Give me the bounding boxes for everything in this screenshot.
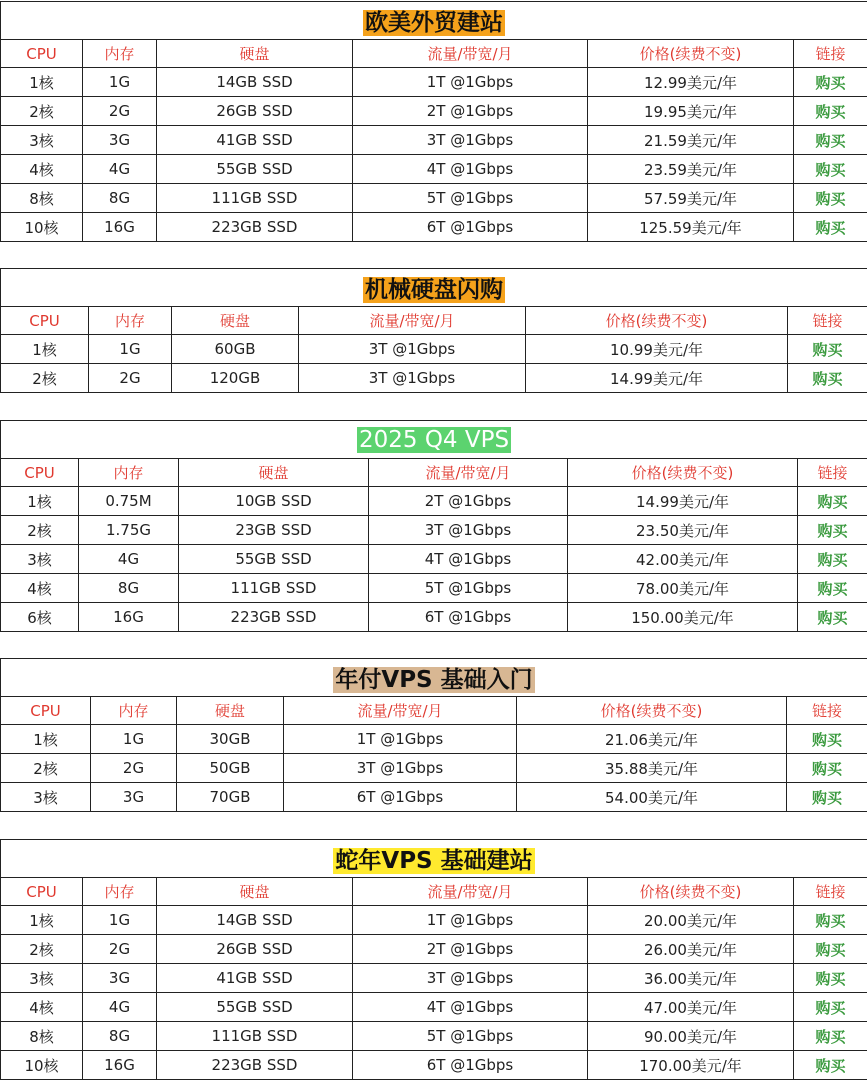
cell-traffic: 4T @1Gbps [353,155,588,184]
header-price: 价格(续费不变) [517,697,787,725]
cell-cpu: 4核 [1,574,79,603]
section-5 [0,839,867,1080]
table-row [1,754,867,783]
plan-table [0,420,867,632]
cell-memory: 8G [79,574,179,603]
cell-memory: 2G [83,97,157,126]
cell-price: 21.59美元/年 [588,126,794,155]
buy-link[interactable]: 购买 [816,999,846,1017]
buy-link[interactable]: 购买 [812,789,842,807]
table-row [1,97,867,126]
cell-cpu: 2核 [1,516,79,545]
header-traffic: 流量/带宽/月 [369,459,568,487]
buy-link[interactable]: 购买 [818,493,848,511]
cell-traffic: 1T @1Gbps [353,906,588,935]
header-traffic: 流量/带宽/月 [353,40,588,68]
cell-price: 36.00美元/年 [588,964,794,993]
header-row [1,459,867,487]
cell-memory: 4G [83,993,157,1022]
cell-disk: 111GB SSD [157,184,353,213]
cell-cpu: 1核 [1,487,79,516]
header-memory: 内存 [89,307,172,335]
header-disk: 硬盘 [157,40,353,68]
cell-memory: 0.75M [79,487,179,516]
cell-traffic: 4T @1Gbps [353,993,588,1022]
buy-link[interactable]: 购买 [816,74,846,92]
table-row [1,545,867,574]
cell-disk: 41GB SSD [157,126,353,155]
cell-price: 23.50美元/年 [568,516,798,545]
cell-traffic: 2T @1Gbps [353,97,588,126]
cell-disk: 30GB [177,725,284,754]
buy-link[interactable]: 购买 [816,1028,846,1046]
table-row [1,574,867,603]
cell-memory: 2G [91,754,177,783]
table-row [1,155,867,184]
table-row [1,68,867,97]
cell-price: 14.99美元/年 [526,364,788,393]
cell-traffic: 2T @1Gbps [353,935,588,964]
table-row [1,1022,867,1051]
cell-price: 26.00美元/年 [588,935,794,964]
table-row [1,213,867,242]
header-disk: 硬盘 [172,307,299,335]
section-title: 年付VPS 基础入门 [333,667,534,693]
header-link: 链接 [798,459,867,487]
header-disk: 硬盘 [179,459,369,487]
cell-cpu: 3核 [1,545,79,574]
cell-disk: 10GB SSD [179,487,369,516]
header-memory: 内存 [91,697,177,725]
cell-disk: 14GB SSD [157,906,353,935]
header-cpu: CPU [1,307,89,335]
cell-memory: 4G [83,155,157,184]
cell-disk: 26GB SSD [157,97,353,126]
cell-disk: 55GB SSD [157,155,353,184]
cell-price: 170.00美元/年 [588,1051,794,1080]
table-row [1,335,867,364]
header-row [1,40,867,68]
plan-table [0,268,867,393]
cell-price: 42.00美元/年 [568,545,798,574]
table-row [1,935,867,964]
cell-price: 10.99美元/年 [526,335,788,364]
cell-cpu: 4核 [1,155,83,184]
section-2 [0,268,867,393]
cell-cpu: 2核 [1,935,83,964]
cell-cpu: 2核 [1,97,83,126]
cell-memory: 1.75G [79,516,179,545]
header-row [1,307,867,335]
header-link: 链接 [794,878,867,906]
cell-price: 14.99美元/年 [568,487,798,516]
cell-cpu: 10核 [1,213,83,242]
cell-price: 35.88美元/年 [517,754,787,783]
cell-cpu: 2核 [1,754,91,783]
header-memory: 内存 [79,459,179,487]
cell-price: 125.59美元/年 [588,213,794,242]
cell-traffic: 2T @1Gbps [369,487,568,516]
section-3 [0,420,867,632]
cell-cpu: 4核 [1,993,83,1022]
cell-traffic: 3T @1Gbps [353,964,588,993]
cell-memory: 16G [83,1051,157,1080]
buy-link[interactable]: 购买 [813,370,843,388]
table-row [1,993,867,1022]
cell-price: 20.00美元/年 [588,906,794,935]
cell-price: 21.06美元/年 [517,725,787,754]
cell-disk: 111GB SSD [157,1022,353,1051]
header-cpu: CPU [1,459,79,487]
cell-traffic: 5T @1Gbps [353,184,588,213]
buy-link[interactable]: 购买 [818,609,848,627]
cell-cpu: 8核 [1,1022,83,1051]
section-title: 机械硬盘闪购 [363,277,505,303]
header-traffic: 流量/带宽/月 [299,307,526,335]
header-traffic: 流量/带宽/月 [353,878,588,906]
header-memory: 内存 [83,40,157,68]
cell-price: 12.99美元/年 [588,68,794,97]
cell-memory: 16G [83,213,157,242]
cell-memory: 1G [91,725,177,754]
table-row [1,725,867,754]
buy-link[interactable]: 购买 [818,580,848,598]
section-title: 蛇年VPS 基础建站 [333,848,534,874]
buy-link[interactable]: 购买 [816,1057,846,1075]
cell-cpu: 3核 [1,964,83,993]
cell-traffic: 6T @1Gbps [353,213,588,242]
cell-cpu: 1核 [1,906,83,935]
cell-disk: 55GB SSD [157,993,353,1022]
cell-traffic: 3T @1Gbps [353,126,588,155]
cell-traffic: 3T @1Gbps [284,754,517,783]
header-cpu: CPU [1,40,83,68]
buy-link[interactable]: 购买 [813,341,843,359]
cell-cpu: 6核 [1,603,79,632]
section-title: 欧美外贸建站 [363,10,505,36]
cell-disk: 23GB SSD [179,516,369,545]
cell-traffic: 1T @1Gbps [353,68,588,97]
buy-link[interactable]: 购买 [818,522,848,540]
plan-table [0,658,867,812]
cell-memory: 2G [83,935,157,964]
cell-traffic: 3T @1Gbps [299,364,526,393]
cell-cpu: 3核 [1,783,91,812]
buy-link[interactable]: 购买 [816,941,846,959]
cell-price: 19.95美元/年 [588,97,794,126]
table-row [1,487,867,516]
cell-traffic: 3T @1Gbps [299,335,526,364]
table-row [1,1051,867,1080]
cell-disk: 55GB SSD [179,545,369,574]
buy-link[interactable]: 购买 [816,103,846,121]
header-disk: 硬盘 [157,878,353,906]
cell-traffic: 5T @1Gbps [369,574,568,603]
cell-disk: 14GB SSD [157,68,353,97]
section-1 [0,1,867,242]
cell-price: 57.59美元/年 [588,184,794,213]
header-cpu: CPU [1,878,83,906]
cell-cpu: 1核 [1,68,83,97]
buy-link[interactable]: 购买 [816,912,846,930]
buy-link[interactable]: 购买 [812,760,842,778]
cell-disk: 223GB SSD [179,603,369,632]
cell-cpu: 2核 [1,364,89,393]
plan-table [0,839,867,1080]
buy-link[interactable]: 购买 [816,219,846,237]
cell-traffic: 1T @1Gbps [284,725,517,754]
header-price: 价格(续费不变) [588,878,794,906]
cell-memory: 16G [79,603,179,632]
cell-memory: 1G [83,68,157,97]
plan-table [0,1,867,242]
buy-link[interactable]: 购买 [818,551,848,569]
cell-traffic: 5T @1Gbps [353,1022,588,1051]
table-row [1,364,867,393]
section-4 [0,658,867,812]
header-disk: 硬盘 [177,697,284,725]
cell-memory: 1G [83,906,157,935]
header-link: 链接 [787,697,867,725]
header-traffic: 流量/带宽/月 [284,697,517,725]
header-link: 链接 [788,307,867,335]
header-row [1,878,867,906]
cell-cpu: 3核 [1,126,83,155]
table-row [1,516,867,545]
table-row [1,964,867,993]
cell-disk: 60GB [172,335,299,364]
cell-price: 23.59美元/年 [588,155,794,184]
cell-price: 78.00美元/年 [568,574,798,603]
cell-memory: 8G [83,184,157,213]
header-price: 价格(续费不变) [526,307,788,335]
cell-price: 54.00美元/年 [517,783,787,812]
cell-disk: 50GB [177,754,284,783]
header-price: 价格(续费不变) [588,40,794,68]
buy-link[interactable]: 购买 [816,970,846,988]
cell-cpu: 1核 [1,725,91,754]
header-cpu: CPU [1,697,91,725]
cell-memory: 2G [89,364,172,393]
section-title: 2025 Q4 VPS [357,427,511,453]
cell-price: 90.00美元/年 [588,1022,794,1051]
header-link: 链接 [794,40,867,68]
cell-memory: 3G [83,964,157,993]
cell-disk: 223GB SSD [157,1051,353,1080]
cell-cpu: 1核 [1,335,89,364]
cell-memory: 1G [89,335,172,364]
buy-link[interactable]: 购买 [816,161,846,179]
cell-cpu: 10核 [1,1051,83,1080]
cell-disk: 41GB SSD [157,964,353,993]
cell-cpu: 8核 [1,184,83,213]
header-row [1,697,867,725]
cell-memory: 8G [83,1022,157,1051]
table-row [1,783,867,812]
table-row [1,906,867,935]
cell-disk: 26GB SSD [157,935,353,964]
buy-link[interactable]: 购买 [812,731,842,749]
cell-price: 150.00美元/年 [568,603,798,632]
table-row [1,126,867,155]
cell-disk: 120GB [172,364,299,393]
cell-traffic: 6T @1Gbps [369,603,568,632]
cell-traffic: 6T @1Gbps [353,1051,588,1080]
cell-traffic: 6T @1Gbps [284,783,517,812]
cell-memory: 3G [91,783,177,812]
cell-memory: 4G [79,545,179,574]
cell-traffic: 4T @1Gbps [369,545,568,574]
cell-traffic: 3T @1Gbps [369,516,568,545]
cell-disk: 223GB SSD [157,213,353,242]
cell-price: 47.00美元/年 [588,993,794,1022]
table-row [1,603,867,632]
cell-disk: 111GB SSD [179,574,369,603]
buy-link[interactable]: 购买 [816,132,846,150]
table-row [1,184,867,213]
header-memory: 内存 [83,878,157,906]
cell-memory: 3G [83,126,157,155]
header-price: 价格(续费不变) [568,459,798,487]
cell-disk: 70GB [177,783,284,812]
buy-link[interactable]: 购买 [816,190,846,208]
